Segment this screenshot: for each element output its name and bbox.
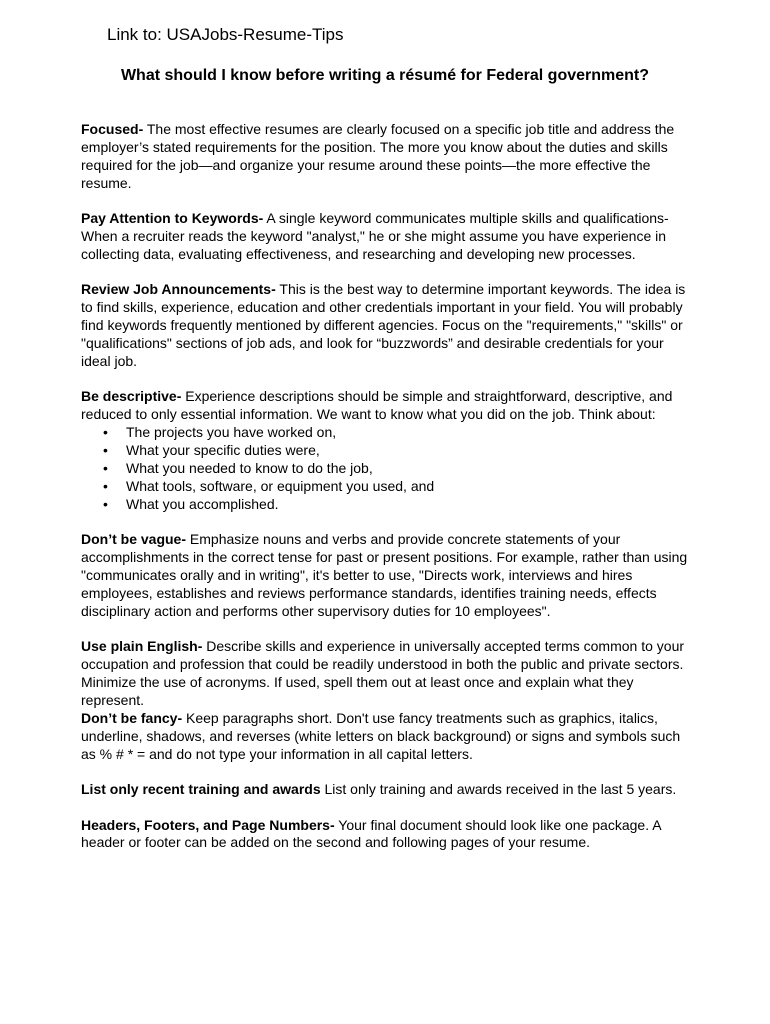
- bullet-icon: •: [103, 442, 108, 459]
- heading-dont-be-vague: Don’t be vague-: [81, 531, 187, 548]
- list-item-text: What you accomplished.: [126, 495, 279, 512]
- paragraph-review-announcements: [81, 281, 693, 371]
- text-be-descriptive: Experience descriptions should be simple and straightforward, descriptive, and reduced to only essential information. We want to know what you did on the job. Think about:: [81, 388, 673, 423]
- list-item: [81, 424, 693, 442]
- heading-focused: Focused-: [81, 121, 144, 137]
- heading-headers-footers: Headers, Footers, and Page Numbers-: [81, 816, 335, 833]
- paragraph-training-awards: [81, 781, 693, 799]
- heading-dont-be-fancy: Don’t be fancy-: [81, 709, 183, 726]
- paragraph-focused: [81, 121, 693, 193]
- list-item: [81, 442, 693, 460]
- paragraph-acronyms: Minimize the use of acronyms. If used, spell them out at least once and explain what they represent.: [81, 674, 634, 708]
- paragraph-dont-be-vague: [81, 531, 693, 621]
- document-title: What should I know before writing a résumé for Federal government?: [120, 67, 650, 84]
- bullet-icon: •: [103, 495, 108, 512]
- paragraph-keywords: [81, 210, 693, 264]
- paragraph-headers-footers: [81, 817, 693, 853]
- bullet-icon: •: [103, 460, 108, 476]
- text-focused: The most effective resumes are clearly focused on a specific job title and address the employer’s stated requirements for the position. The more you know about the duties and skills required for the job—and organize your resume around these points—the more effective the resume.: [81, 121, 675, 191]
- text-dont-be-vague: Emphasize nouns and verbs and provide concrete statements of your accomplishments in the correct tense for past or present positions. For example, rather than using "communicates orally and in writing", it's better to use, "Directs work, interviews and hires employees, establishes and reviews performance standards, identifies training needs, effects disciplinary action and performs other supervisory duties for 10 employees".: [81, 531, 688, 619]
- list-item: [81, 460, 693, 478]
- be-descriptive-intro: [81, 388, 693, 424]
- list-item-text: What you needed to know to do the job,: [126, 460, 373, 476]
- heading-be-descriptive: Be descriptive-: [81, 388, 182, 405]
- text-training-awards: List only training and awards received in the last 5 years.: [320, 781, 677, 798]
- list-item-text: What your specific duties were,: [126, 442, 320, 459]
- text-headers-footers: Your final document should look like one package. A header or footer can be added on the second and following pages of your resume.: [81, 816, 661, 851]
- paragraph-plain-english: [81, 638, 693, 674]
- heading-plain-english: Use plain English-: [81, 638, 203, 655]
- list-item-text: The projects you have worked on,: [126, 424, 337, 441]
- bullet-icon: •: [103, 424, 108, 441]
- heading-keywords: Pay Attention to Keywords-: [81, 210, 264, 227]
- document-body: [81, 121, 693, 870]
- think-about-list: [81, 424, 693, 514]
- paragraph-be-descriptive: [81, 388, 693, 513]
- text-keywords: A single keyword communicates multiple skills and qualifications- When a recruiter reads the keyword "analyst," he or she might assume you have experience in collecting data, evaluating effectiveness, and researching and developing new processes.: [81, 210, 669, 262]
- list-item: [81, 496, 693, 514]
- heading-training-awards: List only recent training and awards: [81, 781, 321, 798]
- text-review-announcements: This is the best way to determine important keywords. The idea is to find skills, experience, education and other credentials important in your field. You will probably find keywords frequently mentioned by different agencies. Focus on the "requirements," "skills" or "qualifications" sections of job ads, and look for “buzzwords” and desirable credentials for your ideal job.: [81, 281, 686, 369]
- usajobs-resume-tips-link[interactable]: Link to: USAJobs-Resume-Tips: [107, 25, 344, 44]
- paragraph-dont-be-fancy: [81, 710, 693, 764]
- bullet-icon: •: [103, 477, 108, 494]
- list-item: [81, 478, 693, 496]
- heading-review-announcements: Review Job Announcements-: [81, 281, 276, 298]
- text-plain-english: Describe skills and experience in universally accepted terms common to your occupation and profession that could be readily understood in both the public and private sectors.: [81, 638, 685, 673]
- list-item-text: What tools, software, or equipment you used, and: [126, 477, 435, 494]
- text-dont-be-fancy: Keep paragraphs short. Don't use fancy treatments such as graphics, italics, underline, shadows, and reverses (white letters on black background) or signs and symbols such as % # * = and do not type your information in all capital letters.: [81, 709, 681, 762]
